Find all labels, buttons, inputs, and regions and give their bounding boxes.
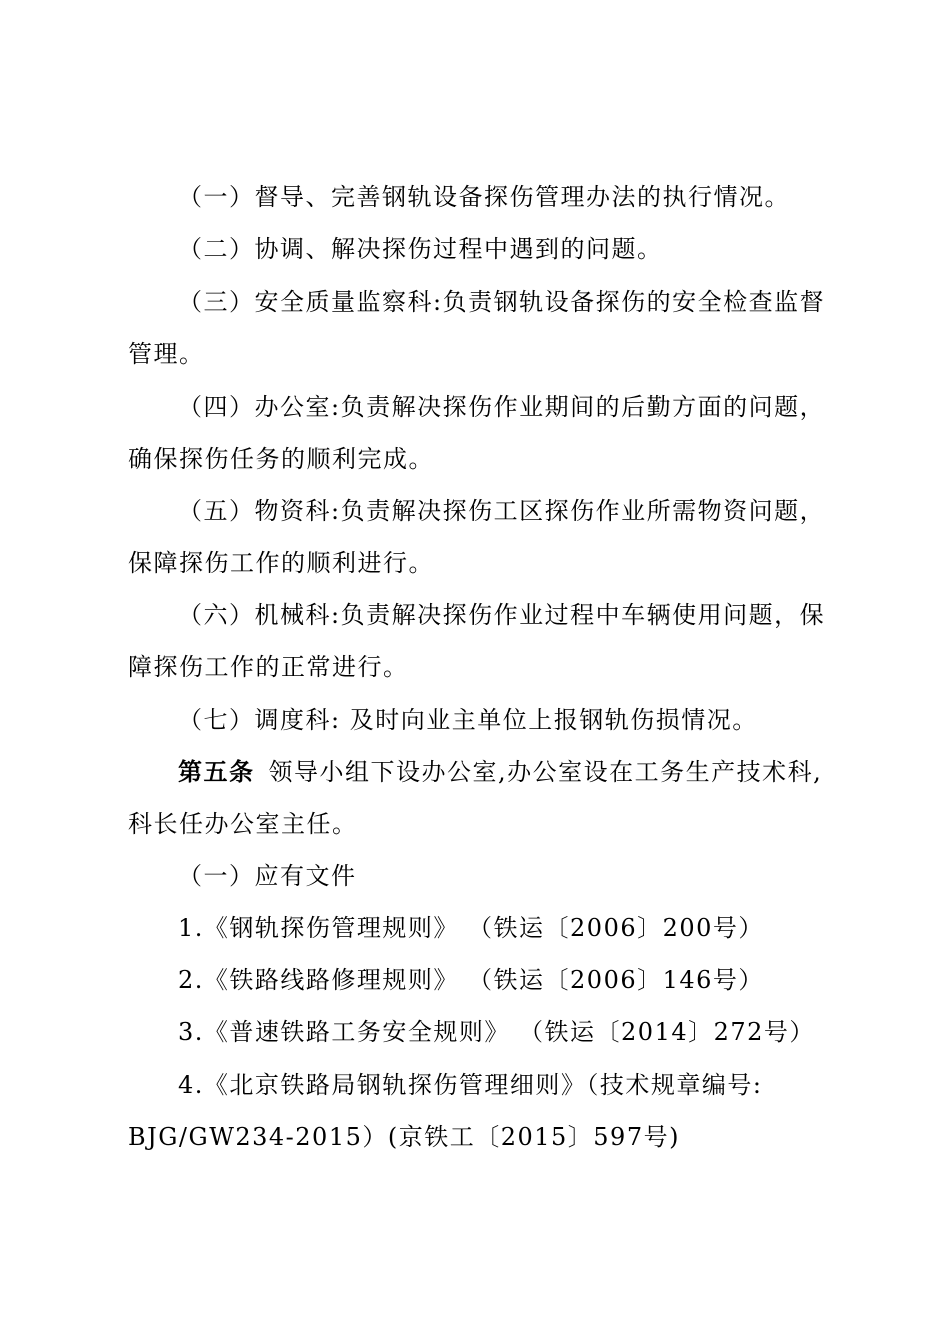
article-5-heading: 第五条 bbox=[178, 758, 255, 786]
item-7: （七）调度科: 及时向业主单位上报钢轨伤损情况。 bbox=[178, 706, 758, 734]
item-5-line-1: （五）物资科:负责解决探伤工区探伤作业所需物资问题， bbox=[178, 497, 826, 525]
article-5-text: 领导小组下设办公室,办公室设在工务生产技术科, bbox=[268, 758, 823, 786]
item-1: （一）督导、完善钢轨设备探伤管理办法的执行情况。 bbox=[178, 183, 790, 211]
article-5-line-2: 科长任办公室主任。 bbox=[128, 810, 358, 838]
item-2: （二）协调、解决探伤过程中遇到的问题。 bbox=[178, 235, 663, 263]
item-4-line-2: 确保探伤任务的顺利完成。 bbox=[128, 445, 434, 473]
file-item-3: 3.《普速铁路工务安全规则》 （铁运〔2014〕272号） bbox=[178, 1018, 815, 1046]
file-item-4-line-2: BJG/GW234-2015）(京铁工〔2015〕597号) bbox=[128, 1123, 680, 1151]
article-5-line-1 bbox=[178, 757, 822, 787]
item-6-line-2: 障探伤工作的正常进行。 bbox=[128, 653, 409, 681]
item-5-line-2: 保障探伤工作的顺利进行。 bbox=[128, 549, 434, 577]
file-item-1: 1.《钢轨探伤管理规则》 （铁运〔2006〕200号） bbox=[178, 914, 764, 942]
item-3-line-2: 管理。 bbox=[128, 340, 205, 368]
file-item-2: 2.《铁路线路修理规则》 （铁运〔2006〕146号） bbox=[178, 966, 764, 994]
item-3-line-1: （三）安全质量监察科:负责钢轨设备探伤的安全检查监督 bbox=[178, 288, 826, 316]
item-4-line-1: （四）办公室:负责解决探伤作业期间的后勤方面的问题， bbox=[178, 393, 826, 421]
file-item-4-line-1: 4.《北京铁路局钢轨探伤管理细则》（技术规章编号: bbox=[178, 1071, 763, 1099]
subsection-heading: （一）应有文件 bbox=[178, 862, 357, 890]
item-6-line-1: （六）机械科:负责解决探伤作业过程中车辆使用问题，保 bbox=[178, 601, 826, 629]
